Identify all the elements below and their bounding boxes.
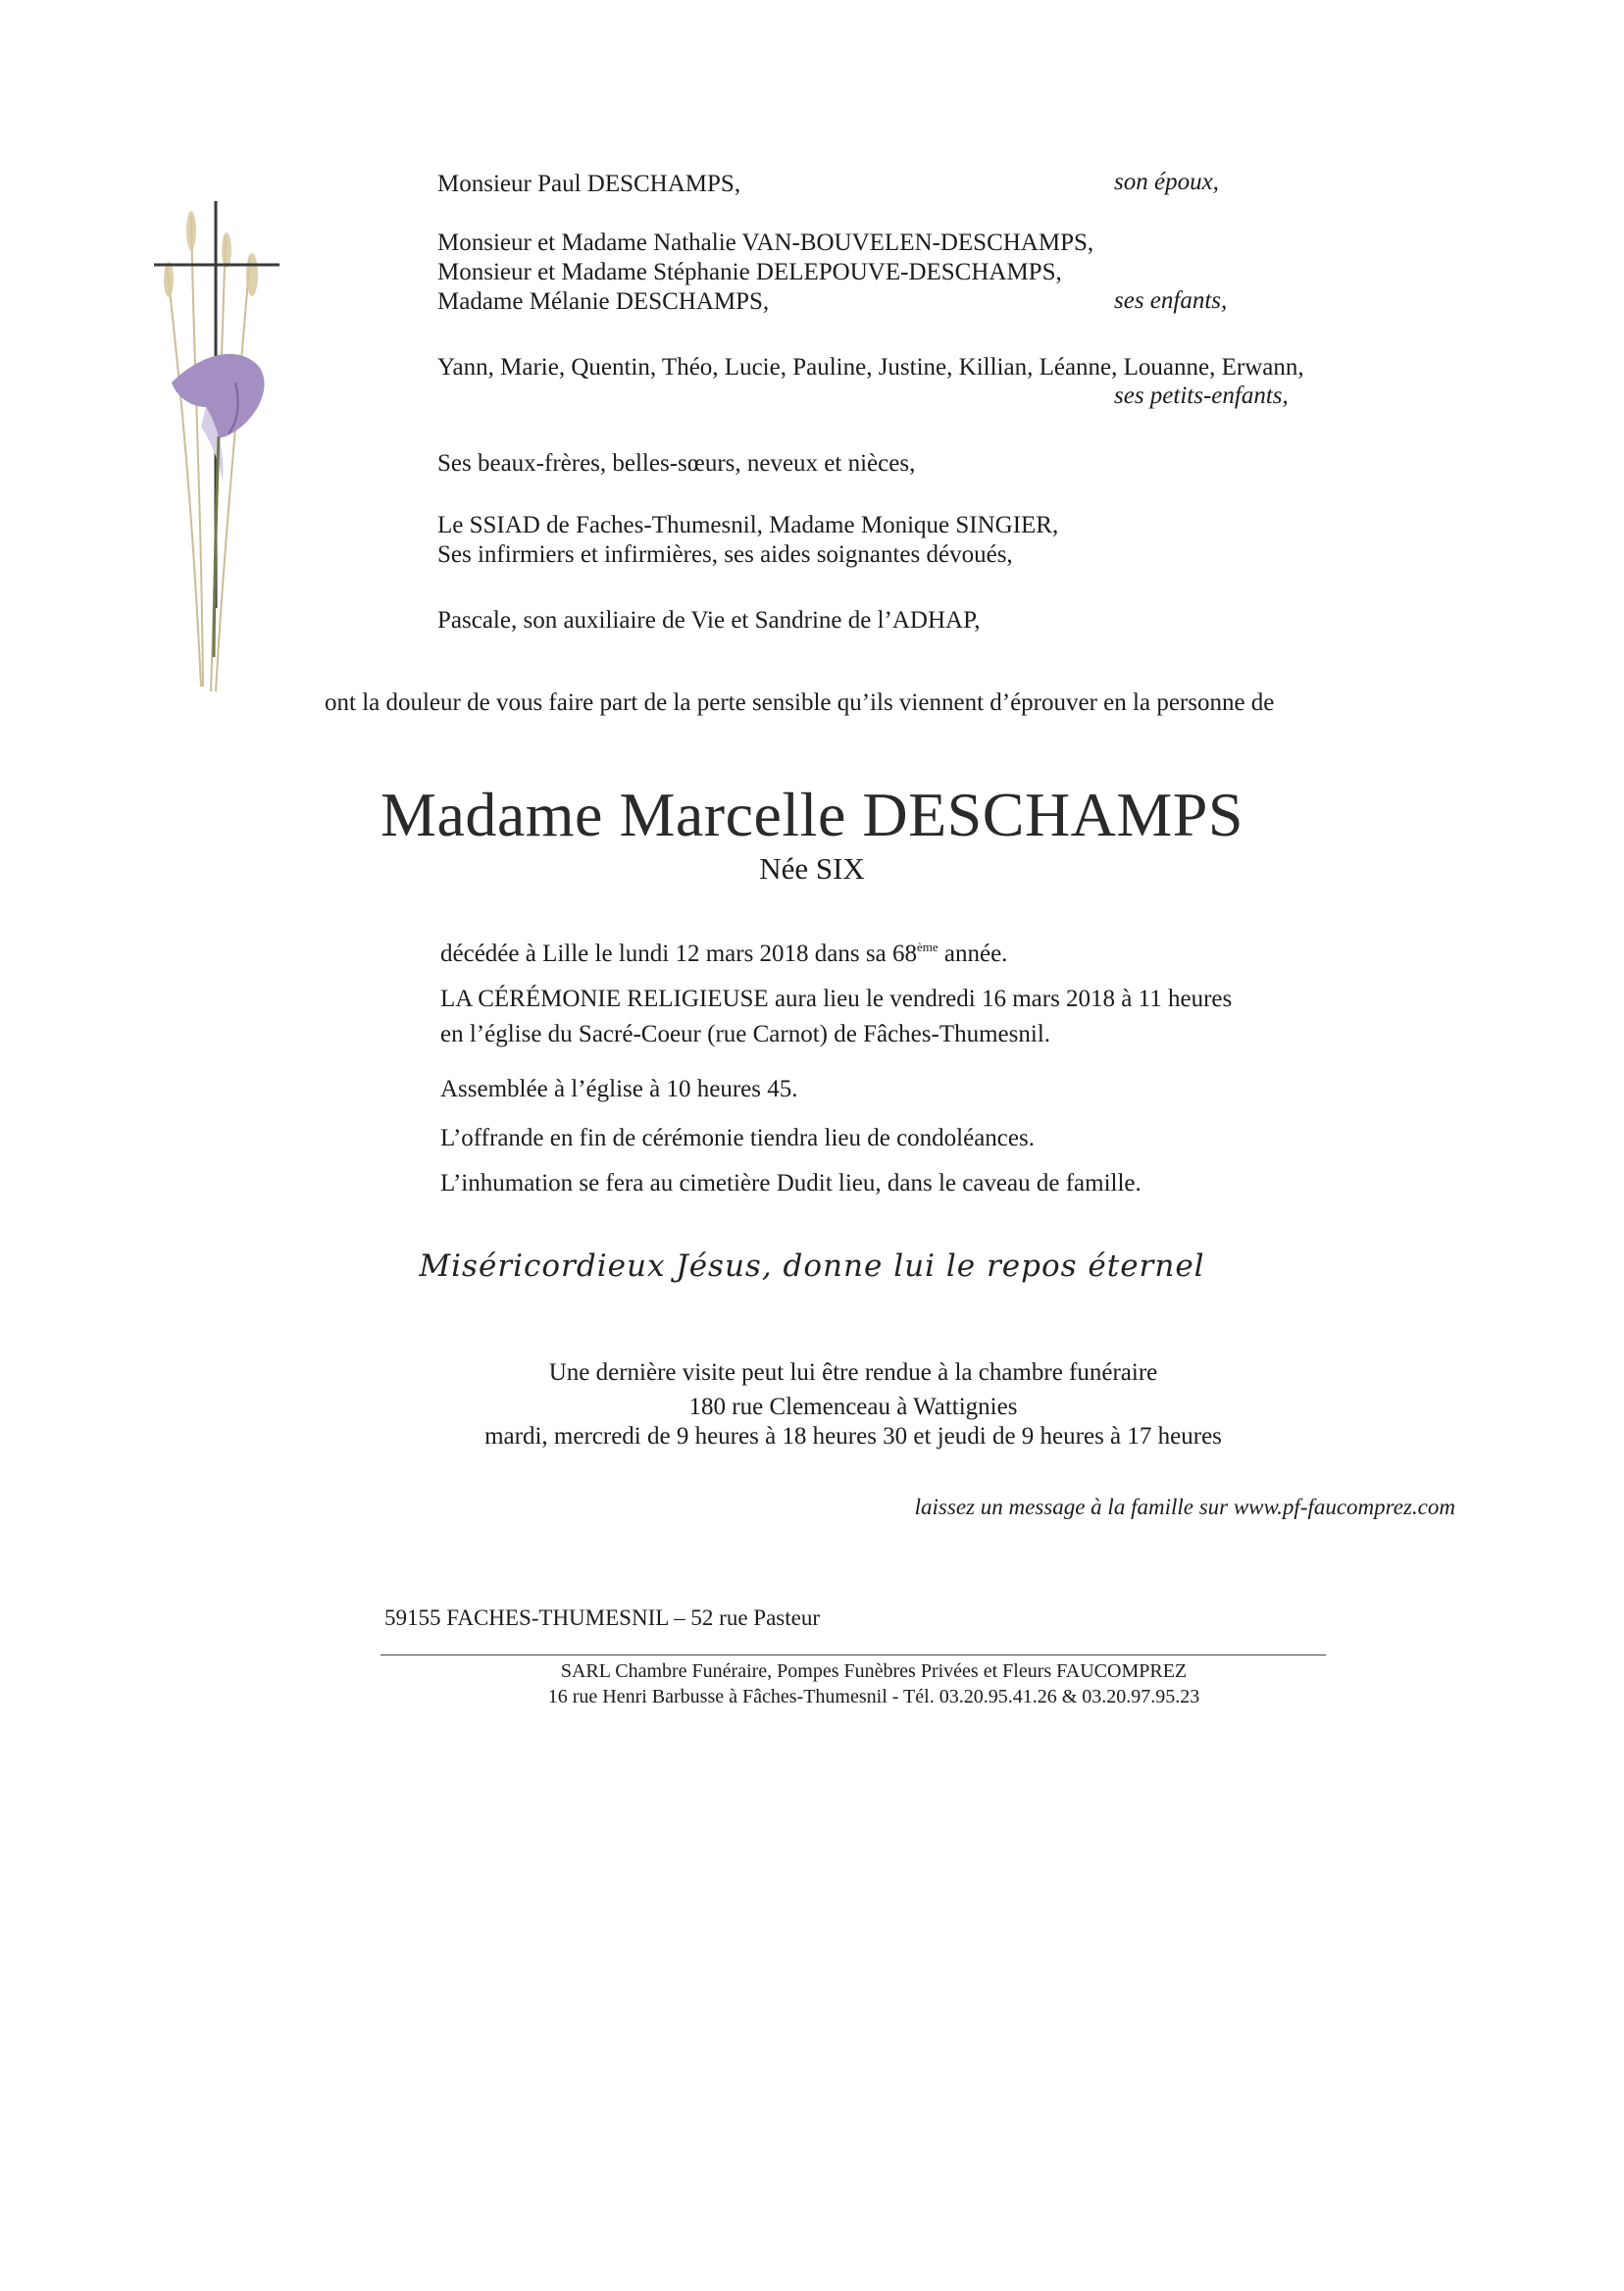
helpers-line: Pascale, son auxiliaire de Vie et Sandrine de l’ADHAP, <box>437 607 981 634</box>
burial-line: L’inhumation se fera au cimetière Dudit lieu, dans le caveau de famille. <box>440 1170 1142 1196</box>
care-line-2: Ses infirmiers et infirmières, ses aides soignantes dévoués, <box>437 541 1013 568</box>
announcement-intro: ont la douleur de vous faire part de la perte sensible qu’ils viennent d’éprouver en la personne de <box>325 689 1275 716</box>
wheat-ears <box>164 211 258 297</box>
maiden-name: Née SIX <box>759 851 865 886</box>
death-details-ordinal: ème <box>916 940 939 954</box>
wheat-stalks <box>167 216 250 691</box>
ceremony-line-2: en l’église du Sacré-Coeur (rue Carnot) de Fâches-Thumesnil. <box>440 1021 1051 1047</box>
funeral-home-address: 59155 FACHES-THUMESNIL – 52 rue Pasteur <box>384 1605 820 1630</box>
assembly-line: Assemblée à l’église à 10 heures 45. <box>440 1076 798 1102</box>
cross-flower-illustration <box>132 196 304 696</box>
death-details-text: décédée à Lille le lundi 12 mars 2018 dans sa 68 <box>440 941 917 967</box>
calla-lily-icon <box>172 354 265 657</box>
visit-line-1: Une dernière visite peut lui être rendue à la chambre funéraire <box>548 1359 1158 1386</box>
spouse-name: Monsieur Paul DESCHAMPS, <box>437 171 741 197</box>
children-role: ses enfants, <box>1114 287 1228 314</box>
visit-line-3: mardi, mercredi de 9 heures à 18 heures 30 et jeudi de 9 heures à 17 heures <box>484 1423 1222 1450</box>
offering-line: L’offrande en fin de cérémonie tiendra lieu de condoléances. <box>440 1125 1035 1151</box>
prayer-line: Miséricordieux Jésus, donne lui le repos éternel <box>419 1248 1205 1284</box>
ceremony-line-1: LA CÉRÉMONIE RELIGIEUSE aura lieu le vendredi 16 mars 2018 à 11 heures <box>440 986 1233 1012</box>
deceased-name: Madame Marcelle DESCHAMPS <box>381 780 1243 849</box>
footer-company: SARL Chambre Funéraire, Pompes Funèbres Privées et Fleurs FAUCOMPREZ <box>560 1660 1188 1682</box>
death-details <box>440 940 1007 969</box>
child-line-3: Madame Mélanie DESCHAMPS, <box>437 288 770 315</box>
death-details-end: année. <box>938 941 1008 967</box>
in-laws-line: Ses beaux-frères, belles-sœurs, neveux et nièces, <box>437 450 916 477</box>
grandchildren-role: ses petits-enfants, <box>1114 382 1289 409</box>
child-line-2: Monsieur et Madame Stéphanie DELEPOUVE-DESCHAMPS, <box>437 259 1062 285</box>
care-line-1: Le SSIAD de Faches-Thumesnil, Madame Monique SINGIER, <box>437 512 1059 538</box>
website-note: laissez un message à la famille sur www.pf-faucomprez.com <box>914 1495 1455 1519</box>
grandchildren-list: Yann, Marie, Quentin, Théo, Lucie, Pauline, Justine, Killian, Léanne, Louanne, Erwann, <box>437 354 1304 381</box>
visit-line-2: 180 rue Clemenceau à Wattignies <box>688 1394 1018 1420</box>
spouse-role: son époux, <box>1114 169 1219 195</box>
footer-contact: 16 rue Henri Barbusse à Fâches-Thumesnil - Tél. 03.20.95.41.26 & 03.20.97.95.23 <box>547 1686 1200 1707</box>
child-line-1: Monsieur et Madame Nathalie VAN-BOUVELEN-DESCHAMPS, <box>437 229 1094 256</box>
